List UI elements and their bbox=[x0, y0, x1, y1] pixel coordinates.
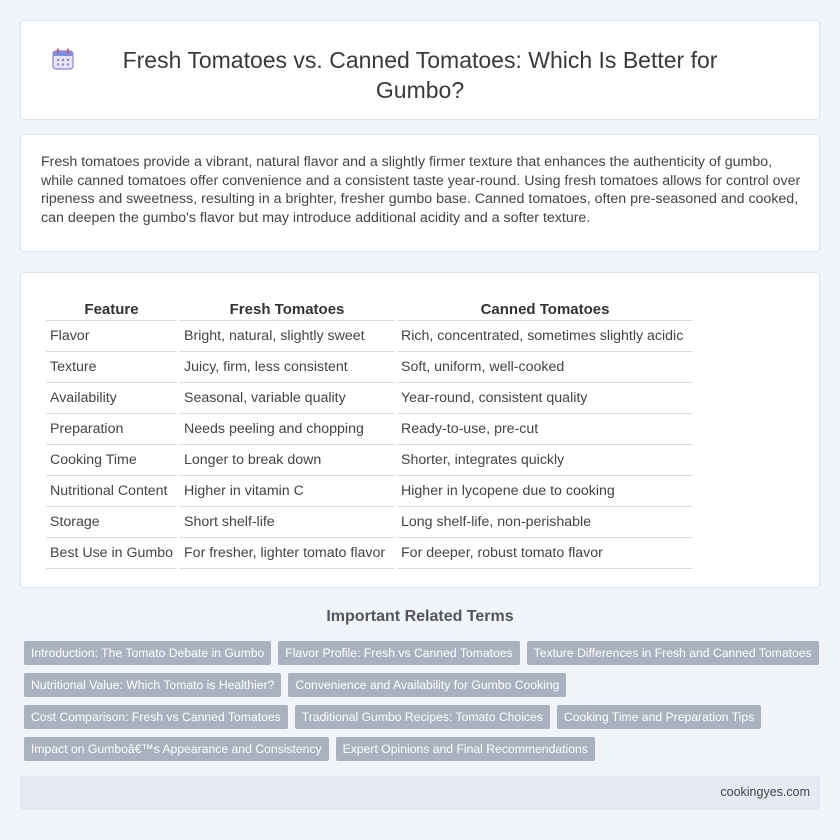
table-row bbox=[46, 507, 693, 538]
feature-cell: Cooking Time bbox=[46, 445, 177, 476]
related-tag[interactable]: Flavor Profile: Fresh vs Canned Tomatoes bbox=[278, 641, 519, 665]
footer bbox=[20, 776, 820, 810]
table-row bbox=[46, 538, 693, 569]
fresh-cell: Short shelf-life bbox=[180, 507, 394, 538]
related-tag[interactable]: Convenience and Availability for Gumbo Cooking bbox=[288, 673, 566, 697]
comparison-table bbox=[43, 295, 696, 569]
canned-cell: Higher in lycopene due to cooking bbox=[397, 476, 693, 507]
feature-cell: Availability bbox=[46, 383, 177, 414]
canned-cell: Shorter, integrates quickly bbox=[397, 445, 693, 476]
table-header-row bbox=[46, 295, 693, 321]
canned-cell: Long shelf-life, non-perishable bbox=[397, 507, 693, 538]
feature-cell: Storage bbox=[46, 507, 177, 538]
tag-row bbox=[24, 641, 824, 665]
table-row bbox=[46, 414, 693, 445]
canned-cell: Ready-to-use, pre-cut bbox=[397, 414, 693, 445]
related-tag[interactable]: Cooking Time and Preparation Tips bbox=[557, 705, 761, 729]
feature-cell: Best Use in Gumbo bbox=[46, 538, 177, 569]
related-tag[interactable]: Nutritional Value: Which Tomato is Healthier? bbox=[24, 673, 281, 697]
related-tag[interactable]: Cost Comparison: Fresh vs Canned Tomatoes bbox=[24, 705, 288, 729]
site-name[interactable]: cookingyes.com bbox=[720, 785, 810, 799]
fresh-cell: For fresher, lighter tomato flavor bbox=[180, 538, 394, 569]
fresh-cell: Juicy, firm, less consistent bbox=[180, 352, 394, 383]
fresh-cell: Bright, natural, slightly sweet bbox=[180, 321, 394, 352]
tag-row bbox=[24, 673, 824, 697]
header-fresh: Fresh Tomatoes bbox=[180, 295, 394, 321]
related-tag[interactable]: Impact on Gumboâ€™s Appearance and Consistency bbox=[24, 737, 329, 761]
canned-cell: For deeper, robust tomato flavor bbox=[397, 538, 693, 569]
table-row bbox=[46, 445, 693, 476]
fresh-cell: Seasonal, variable quality bbox=[180, 383, 394, 414]
title-card bbox=[20, 20, 820, 120]
related-terms-list bbox=[24, 641, 824, 769]
related-tag[interactable]: Introduction: The Tomato Debate in Gumbo bbox=[24, 641, 271, 665]
canned-cell: Rich, concentrated, sometimes slightly acidic bbox=[397, 321, 693, 352]
fresh-cell: Higher in vitamin C bbox=[180, 476, 394, 507]
calendar-icon bbox=[51, 47, 75, 71]
table-row bbox=[46, 321, 693, 352]
feature-cell: Preparation bbox=[46, 414, 177, 445]
feature-cell: Flavor bbox=[46, 321, 177, 352]
intro-paragraph: Fresh tomatoes provide a vibrant, natural flavor and a slightly firmer texture that enhances the authenticity of gumbo, while canned tomatoes offer convenience and a consistent taste year-round. Using fresh tomatoes allows for control over ripeness and sweetness, resulting in a brighter, fresher gumbo base. Canned tomatoes, often pre-seasoned and cooked, can deepen the gumbo's flavor but may introduce additional acidity and a softer texture. bbox=[41, 154, 801, 226]
fresh-cell: Needs peeling and chopping bbox=[180, 414, 394, 445]
related-terms-heading: Important Related Terms bbox=[326, 608, 514, 625]
canned-cell: Soft, uniform, well-cooked bbox=[397, 352, 693, 383]
related-tag[interactable]: Traditional Gumbo Recipes: Tomato Choices bbox=[295, 705, 550, 729]
table-row bbox=[46, 383, 693, 414]
fresh-cell: Longer to break down bbox=[180, 445, 394, 476]
page-title: Fresh Tomatoes vs. Canned Tomatoes: Which Is Better for Gumbo? bbox=[122, 47, 718, 103]
tag-row bbox=[24, 737, 824, 761]
related-tag[interactable]: Expert Opinions and Final Recommendations bbox=[336, 737, 595, 761]
comparison-card bbox=[20, 272, 820, 588]
feature-cell: Nutritional Content bbox=[46, 476, 177, 507]
header-canned: Canned Tomatoes bbox=[397, 295, 693, 321]
feature-cell: Texture bbox=[46, 352, 177, 383]
intro-card bbox=[20, 134, 820, 252]
table-row bbox=[46, 352, 693, 383]
related-tag[interactable]: Texture Differences in Fresh and Canned Tomatoes bbox=[527, 641, 819, 665]
header-feature: Feature bbox=[46, 295, 177, 321]
tag-row bbox=[24, 705, 824, 729]
table-row bbox=[46, 476, 693, 507]
canned-cell: Year-round, consistent quality bbox=[397, 383, 693, 414]
